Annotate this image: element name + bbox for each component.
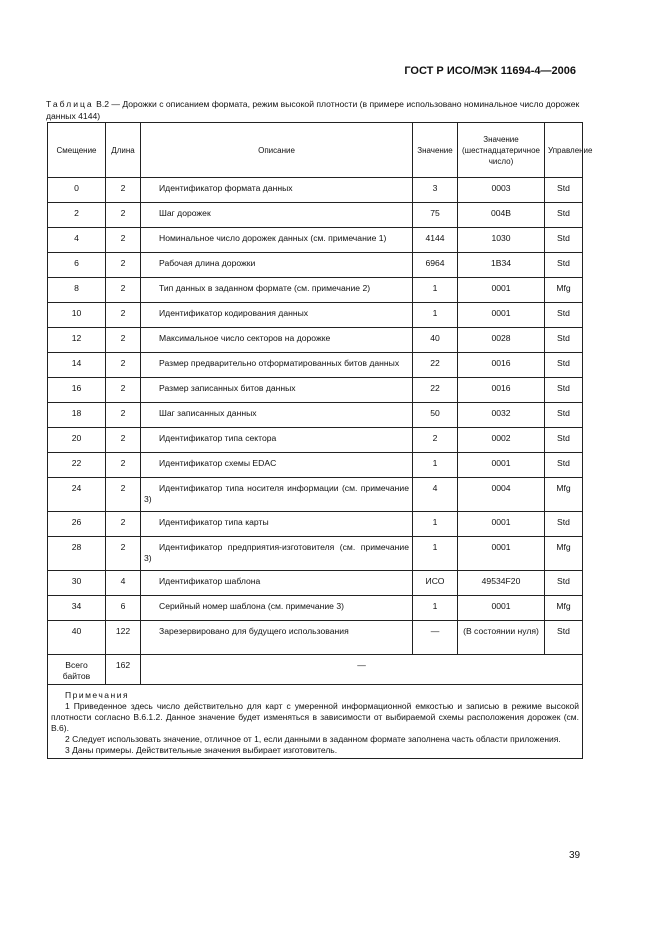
table-body: [48, 178, 583, 655]
table-row: [48, 303, 583, 328]
cell-control: Std: [545, 453, 583, 478]
cell-control: Std: [545, 512, 583, 537]
cell-control: Mfg: [545, 478, 583, 512]
cell-description: Идентификатор типа карты: [141, 512, 413, 537]
cell-offset: 6: [48, 253, 106, 278]
cell-offset: 2: [48, 203, 106, 228]
cell-description: Идентификатор типа носителя информации (см. примечание 3): [141, 478, 413, 512]
cell-length: 2: [106, 303, 141, 328]
cell-length: 2: [106, 228, 141, 253]
table-row: [48, 571, 583, 596]
cell-offset: 10: [48, 303, 106, 328]
cell-offset: 12: [48, 328, 106, 353]
cell-value: 3: [413, 178, 458, 203]
cell-description: Идентификатор формата данных: [141, 178, 413, 203]
table-row: [48, 428, 583, 453]
cell-hex: 0028: [458, 328, 545, 353]
cell-offset: 28: [48, 537, 106, 571]
note-item: 3 Даны примеры. Действительные значения выбирает изготовитель.: [65, 745, 338, 755]
table-row: [48, 253, 583, 278]
cell-control: Std: [545, 178, 583, 203]
cell-description: Серийный номер шаблона (см. примечание 3): [141, 596, 413, 621]
cell-control: Mfg: [545, 596, 583, 621]
total-label: Всего байтов: [48, 655, 106, 685]
cell-hex: 1030: [458, 228, 545, 253]
table-row: [48, 453, 583, 478]
cell-control: Mfg: [545, 278, 583, 303]
cell-value: 1: [413, 512, 458, 537]
cell-length: 2: [106, 353, 141, 378]
cell-description: Шаг дорожек: [141, 203, 413, 228]
cell-value: 1: [413, 453, 458, 478]
cell-description: Идентификатор кодирования данных: [141, 303, 413, 328]
cell-description: Идентификатор типа сектора: [141, 428, 413, 453]
cell-offset: 34: [48, 596, 106, 621]
cell-length: 2: [106, 428, 141, 453]
cell-value: 1: [413, 303, 458, 328]
cell-offset: 0: [48, 178, 106, 203]
cell-description: Номинальное число дорожек данных (см. примечание 1): [141, 228, 413, 253]
format-table: [47, 122, 593, 759]
cell-control: Std: [545, 253, 583, 278]
cell-control: Std: [545, 203, 583, 228]
cell-offset: 22: [48, 453, 106, 478]
cell-control: Std: [545, 228, 583, 253]
cell-hex: 0001: [458, 303, 545, 328]
cell-control: Std: [545, 428, 583, 453]
cell-hex: 49534F20: [458, 571, 545, 596]
cell-control: Std: [545, 571, 583, 596]
cell-length: 4: [106, 571, 141, 596]
cell-hex: 0032: [458, 403, 545, 428]
cell-hex: 0003: [458, 178, 545, 203]
cell-hex: 004B: [458, 203, 545, 228]
header-control: Управление: [545, 123, 583, 178]
cell-length: 2: [106, 328, 141, 353]
cell-value: 22: [413, 353, 458, 378]
note-item: 1 Приведенное здесь число действительно для карт с умеренной информационной емкостью и записью в режиме высокой плотности согласно В.6.1.2. Данное значение будет изменяться в зависимости от выбираемой схемы расположения дорожек (см. В.6).: [51, 701, 579, 733]
cell-description: Идентификатор схемы EDAC: [141, 453, 413, 478]
cell-offset: 16: [48, 378, 106, 403]
cell-description: Зарезервировано для будущего использования: [141, 621, 413, 655]
cell-value: 75: [413, 203, 458, 228]
cell-control: Mfg: [545, 537, 583, 571]
header-description: Описание: [141, 123, 413, 178]
cell-value: 6964: [413, 253, 458, 278]
table-row: [48, 596, 583, 621]
table-row: [48, 478, 583, 512]
cell-value: 1: [413, 278, 458, 303]
table-row: [48, 328, 583, 353]
cell-description: Рабочая длина дорожки: [141, 253, 413, 278]
cell-control: Std: [545, 378, 583, 403]
cell-offset: 18: [48, 403, 106, 428]
cell-hex: (В состоянии нуля): [458, 621, 545, 655]
table-caption: [46, 98, 586, 122]
cell-length: 2: [106, 278, 141, 303]
cell-length: 2: [106, 537, 141, 571]
cell-control: Std: [545, 328, 583, 353]
cell-hex: 0016: [458, 353, 545, 378]
cell-offset: 40: [48, 621, 106, 655]
cell-hex: 0016: [458, 378, 545, 403]
caption-prefix: Таблица: [46, 99, 94, 109]
table-row: [48, 278, 583, 303]
cell-description: Идентификатор предприятия-изготовителя (см. примечание 3): [141, 537, 413, 571]
cell-value: 22: [413, 378, 458, 403]
cell-hex: 0001: [458, 537, 545, 571]
cell-control: Std: [545, 353, 583, 378]
cell-hex: 0001: [458, 512, 545, 537]
table-row: [48, 512, 583, 537]
cell-hex: 0001: [458, 278, 545, 303]
cell-value: 4144: [413, 228, 458, 253]
cell-description: Идентификатор шаблона: [141, 571, 413, 596]
cell-hex: 0001: [458, 453, 545, 478]
header-hex: Значение (шестнадцатеричное число): [458, 123, 545, 178]
cell-length: 2: [106, 253, 141, 278]
note-item: 2 Следует использовать значение, отличное от 1, если данными в заданном формате заполнена часть области приложения.: [65, 734, 561, 744]
notes-title: Примечания: [65, 690, 130, 700]
cell-offset: 30: [48, 571, 106, 596]
cell-offset: 26: [48, 512, 106, 537]
cell-length: 2: [106, 178, 141, 203]
cell-value: ИСО: [413, 571, 458, 596]
cell-control: Std: [545, 303, 583, 328]
table-total-row: [48, 655, 583, 685]
cell-value: 40: [413, 328, 458, 353]
document-header: ГОСТ Р ИСО/МЭК 11694-4—2006: [404, 65, 576, 77]
table-row: [48, 537, 583, 571]
table-row: [48, 203, 583, 228]
total-rest: —: [141, 655, 583, 685]
cell-offset: 24: [48, 478, 106, 512]
cell-length: 2: [106, 453, 141, 478]
cell-value: 1: [413, 596, 458, 621]
cell-description: Максимальное число секторов на дорожке: [141, 328, 413, 353]
cell-length: 6: [106, 596, 141, 621]
cell-description: Шаг записанных данных: [141, 403, 413, 428]
cell-value: 50: [413, 403, 458, 428]
cell-offset: 4: [48, 228, 106, 253]
table-header-row: [48, 123, 583, 178]
cell-offset: 20: [48, 428, 106, 453]
cell-hex: 0002: [458, 428, 545, 453]
cell-length: 2: [106, 478, 141, 512]
header-offset: Смещение: [48, 123, 106, 178]
header-length: Длина: [106, 123, 141, 178]
header-value: Значение: [413, 123, 458, 178]
cell-hex: 0001: [458, 596, 545, 621]
table-row: [48, 353, 583, 378]
cell-length: 2: [106, 203, 141, 228]
table-row: [48, 378, 583, 403]
cell-hex: 0004: [458, 478, 545, 512]
caption-text: В.2 — Дорожки с описанием формата, режим высокой плотности (в примере использовано номинальное число дорожек данных 4144): [46, 99, 580, 121]
total-length: 162: [106, 655, 141, 685]
cell-length: 2: [106, 403, 141, 428]
cell-length: 2: [106, 512, 141, 537]
cell-value: 1: [413, 537, 458, 571]
cell-description: Тип данных в заданном формате (см. примечание 2): [141, 278, 413, 303]
cell-control: Std: [545, 403, 583, 428]
cell-value: 4: [413, 478, 458, 512]
cell-length: 122: [106, 621, 141, 655]
cell-description: Размер предварительно отформатированных битов данных: [141, 353, 413, 378]
table-row: [48, 621, 583, 655]
cell-description: Размер записанных битов данных: [141, 378, 413, 403]
table-row: [48, 228, 583, 253]
notes-row: [48, 685, 583, 759]
cell-offset: 14: [48, 353, 106, 378]
table-row: [48, 403, 583, 428]
cell-control: Std: [545, 621, 583, 655]
cell-offset: 8: [48, 278, 106, 303]
notes-cell: [48, 685, 583, 759]
cell-hex: 1B34: [458, 253, 545, 278]
page-number: 39: [569, 850, 581, 861]
cell-value: 2: [413, 428, 458, 453]
cell-value: —: [413, 621, 458, 655]
table-row: [48, 178, 583, 203]
cell-length: 2: [106, 378, 141, 403]
